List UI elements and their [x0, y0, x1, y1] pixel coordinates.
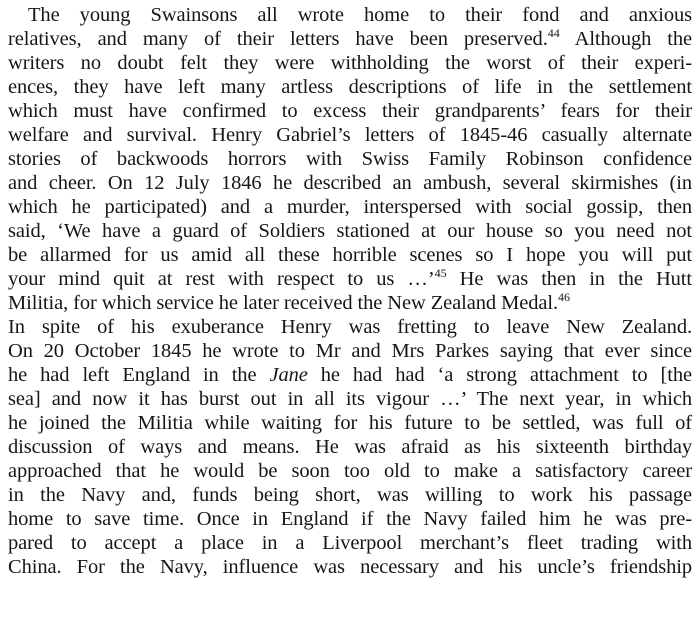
- text-line: China. For the Navy, influence was necessary and his uncle’s friendship: [8, 556, 692, 578]
- text-line: sea] and now it has burst out in all its vigour …’ The next year, in which: [8, 388, 692, 410]
- footnote-marker: 46: [557, 290, 570, 304]
- text-line: stories of backwoods horrors with Swiss Family Robinson confidence: [8, 148, 692, 170]
- text-line: your mind quit at rest with respect to us …’$^{45}$ He was then in the Hutt: [8, 266, 692, 290]
- text-line: discussion of ways and means. He was afraid as his sixteenth birthday: [8, 436, 692, 458]
- text-line: ences, they have left many artless descriptions of life in the settlement: [8, 76, 692, 98]
- text-line: in the Navy and, funds being short, was willing to work his passage: [8, 484, 692, 506]
- footnote-marker: 45: [434, 266, 447, 280]
- text-line: be allarmed for us amid all these horrible scenes so I hope you will put: [8, 244, 692, 266]
- ship-name: Jane: [269, 364, 308, 386]
- text-line: and cheer. On 12 July 1846 he described an ambush, several skirmishes (in: [8, 172, 692, 194]
- text-line: which must have confirmed to excess their grandparents’ fears for their: [8, 100, 692, 122]
- text-line: On 20 October 1845 he wrote to Mr and Mrs Parkes saying that ever since: [8, 340, 692, 362]
- footnote-marker: 44: [547, 26, 560, 40]
- text-line: which he participated) and a murder, interspersed with social gossip, then: [8, 196, 692, 218]
- text-line: Militia, for which service he later received the New Zealand Medal.$^{46}$: [8, 290, 570, 314]
- text-line: said, ‘We have a guard of Soldiers stationed at our house so you need not: [8, 220, 692, 242]
- text-line: welfare and survival. Henry Gabriel’s letters of 1845-46 casually alternate: [8, 124, 692, 146]
- text-line: home to save time. Once in England if the Navy failed him he was pre-: [8, 508, 692, 530]
- text-line: pared to accept a place in a Liverpool merchant’s fleet trading with: [8, 532, 692, 554]
- text-line: writers no doubt felt they were withholding the worst of their experi-: [8, 52, 692, 74]
- text-line: he had left England in the Jane he had had ‘a strong attachment to [the: [8, 364, 693, 386]
- text-line: The young Swainsons all wrote home to their fond and anxious: [28, 4, 692, 26]
- text-line: In spite of his exuberance Henry was fretting to leave New Zealand.: [8, 316, 692, 338]
- text-line: he joined the Militia while waiting for his future to be settled, was full of: [8, 412, 692, 434]
- text-line: approached that he would be soon too old to make a satisfactory career: [8, 460, 692, 482]
- text-line: relatives, and many of their letters have been preserved.$^{44}$ Although the: [8, 26, 693, 50]
